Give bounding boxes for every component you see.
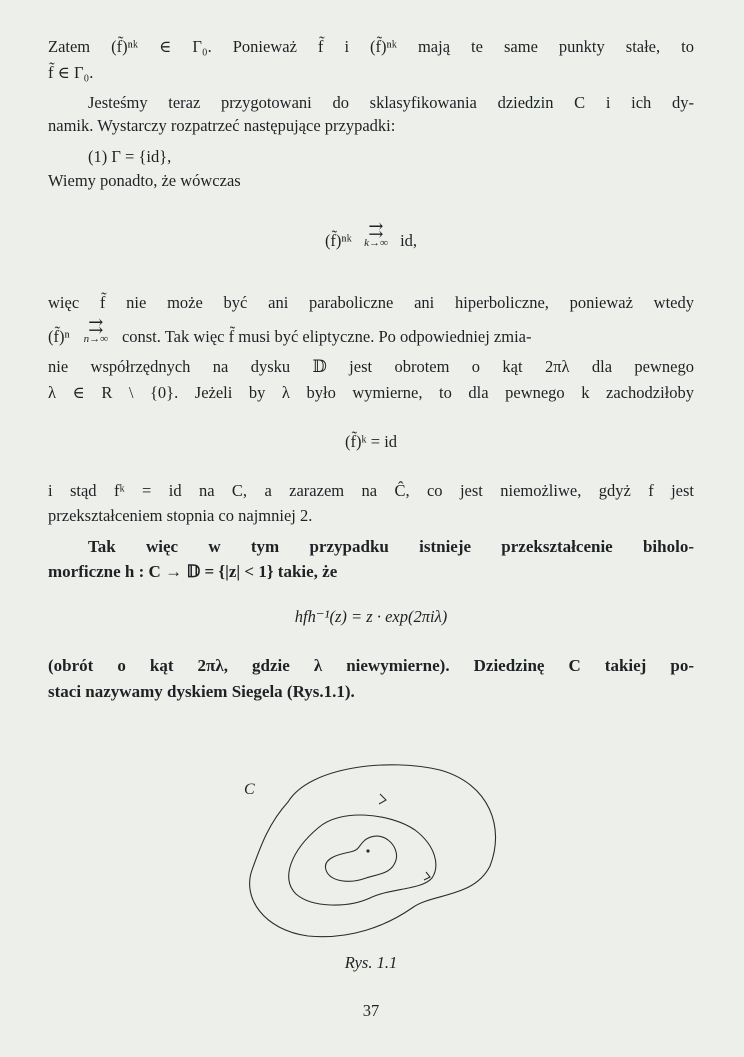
- fixed-point: [366, 849, 369, 852]
- case-heading: (1) Γ = {id},: [88, 147, 172, 166]
- uniform-convergence-arrow: [356, 222, 396, 248]
- inline-limit: n→∞: [83, 333, 108, 345]
- page-number: 37: [362, 1001, 380, 1020]
- bold-line-16: staci nazywamy dyskiem Siegela (Rys.1.1).: [48, 682, 355, 701]
- text-line-12: przekształceniem stopnia co najmniej 2.: [48, 506, 313, 525]
- equation-1-left: (f̃)ⁿᵏ: [324, 231, 352, 250]
- bold-line-15: (obrót o kąt 2πλ, gdzie λ niewymierne). Dziedzinę C takiej po-: [48, 656, 694, 675]
- text-line-8-start: (f̃)ⁿ: [48, 327, 70, 346]
- domain-label-c: C: [244, 781, 255, 798]
- text-line-3: Jesteśmy teraz przygotowani do sklasyfikowania dziedzin C i ich dy-: [88, 93, 694, 112]
- double-arrow-icon: ⇉: [368, 220, 384, 240]
- equation-1-right: id,: [400, 231, 418, 250]
- text-line-11: i stąd fᵏ = id na C, a zarazem na Ĉ, co jest niemożliwe, gdyż f jest: [48, 481, 694, 500]
- equation-3: hfh⁻¹(z) = z · exp(2πiλ): [294, 607, 448, 626]
- text-line-1: Zatem (f̃)ⁿᵏ ∈ Γ₀. Ponieważ f̃ i (f̃)ⁿᵏ mają te same punkty stałe, to: [48, 37, 694, 56]
- siegel-disk-figure: [200, 758, 530, 948]
- bold-line-14: morficzne h : C → 𝔻 = {|z| < 1} takie, że: [48, 562, 338, 581]
- invariant-curve-outer: [289, 815, 436, 905]
- text-line-2: f̃ ∈ Γ₀.: [48, 63, 94, 82]
- text-line-10: λ ∈ R \ {0}. Jeżeli by λ było wymierne, to dla pewnego k zachodziłoby: [48, 383, 694, 402]
- text-line-9: nie współrzędnych na dysku 𝔻 jest obrotem o kąt 2πλ dla pewnego: [48, 357, 694, 376]
- text-line-6: Wiemy ponadto, że wówczas: [48, 171, 241, 190]
- equation-1-limit: k→∞: [364, 237, 388, 249]
- invariant-curve-inner: [325, 836, 396, 881]
- figure-caption: Rys. 1.1: [344, 953, 398, 972]
- rotation-arrow-icon: [379, 794, 386, 804]
- equation-2: (f̃)ᵏ = id: [344, 432, 398, 451]
- bold-line-13: Tak więc w tym przypadku istnieje przekształcenie biholo-: [88, 537, 694, 556]
- rotation-arrow-icon: [424, 872, 430, 880]
- domain-boundary-c: [250, 765, 496, 937]
- equation-1: [48, 222, 694, 252]
- text-line-8-end: const. Tak więc f̃ musi być eliptyczne. Po odpowiedniej zmia-: [121, 327, 532, 346]
- text-line-4: namik. Wystarczy rozpatrzeć następujące przypadki:: [48, 116, 396, 135]
- text-line-8: [48, 318, 694, 348]
- double-arrow-icon: ⇉: [88, 316, 104, 336]
- uniform-convergence-arrow-inline: [74, 318, 118, 344]
- text-line-7: więc f̃ nie może być ani paraboliczne ani hiperboliczne, ponieważ wtedy: [48, 293, 694, 312]
